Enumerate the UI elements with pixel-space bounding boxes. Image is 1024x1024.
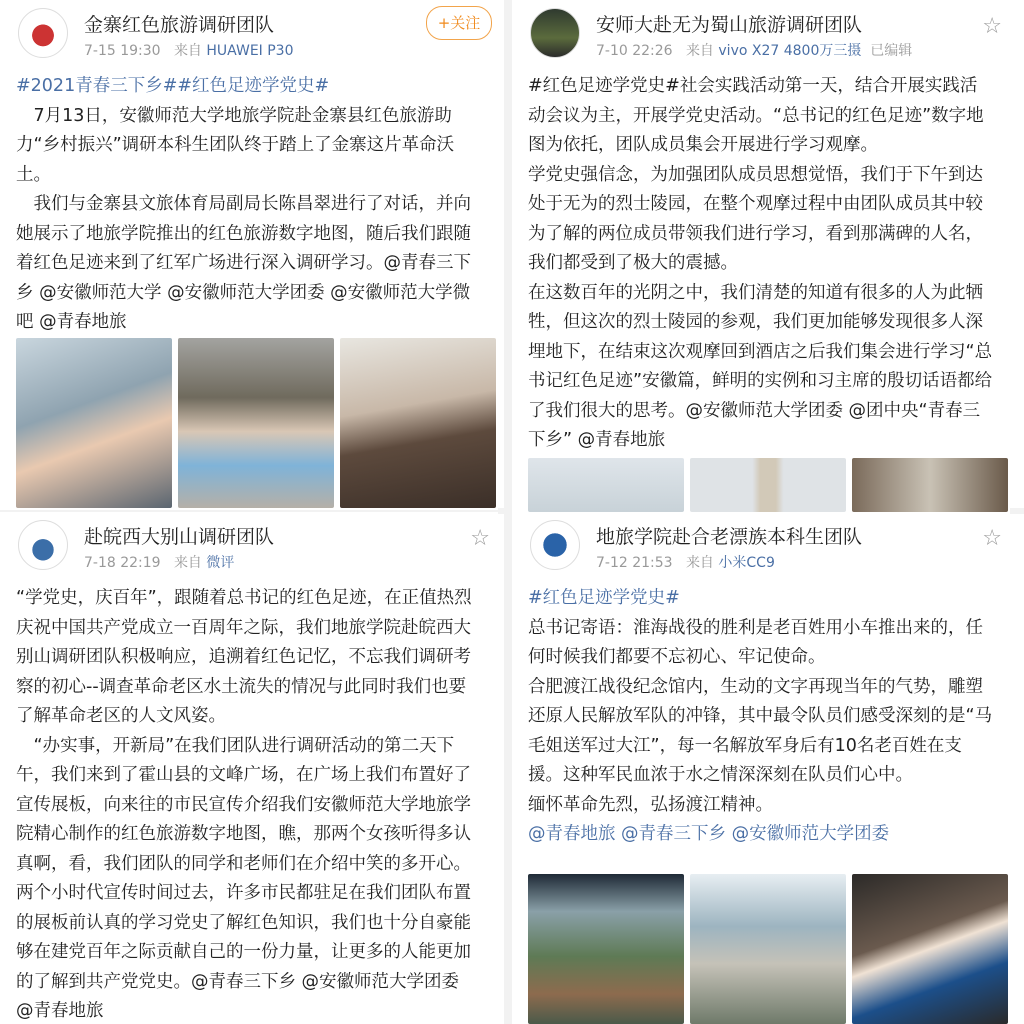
post-time: 7-18 22:19 bbox=[84, 555, 161, 571]
post-meta bbox=[596, 40, 912, 60]
avatar[interactable] bbox=[18, 8, 68, 58]
source-prefix: 来自 bbox=[173, 43, 202, 59]
post-time: 7-10 22:26 bbox=[596, 43, 673, 59]
photo-thumbnail[interactable] bbox=[178, 338, 334, 508]
avatar[interactable] bbox=[530, 520, 580, 570]
post-meta bbox=[596, 552, 775, 572]
post-meta bbox=[84, 40, 294, 60]
post-paragraph: #红色足迹学党史#社会实践活动第一天，结合开展实践活动会议为主，开展学党史活动。“总书记的红色足迹”数字地图为依托，团队成员集会开展进行学习观摩。 bbox=[528, 76, 984, 155]
post-paragraph: “学党史，庆百年”，跟随着总书记的红色足迹，在正值热烈庆祝中国共产党成立一百周年之际，我们地旅学院赴皖西大别山调研团队积极响应，追溯着红色记忆，不忘我们调研考察的初心--调查革命老区水土流失的情况与此同时我们也要了解革命老区的人文风姿。 bbox=[16, 588, 472, 726]
author-name[interactable]: 安师大赴无为蜀山旅游调研团队 bbox=[596, 14, 863, 36]
post-paragraph: “办实事，开新局”在我们团队进行调研活动的第二天下午，我们来到了霍山县的文峰广场，在广场上我们布置好了宣传展板，向来往的市民宣传介绍我们安徽师范大学地旅学院精心制作的红色旅游数字地图，瞧，那两个女孩听得多认真啊，看，我们团队的同学和老师们在介绍中笑的多开心。两个小时代宣传时间过去，许多市民都驻足在我们团队布置的展板前认真的学习党史了解红色知识，我们也十分自豪能够在建党百年之际贡献自己的一份力量，让更多的人能更加的了解到共产党党史。@青春三下乡 @安徽师范大学团委 @青春地旅 bbox=[16, 735, 471, 1021]
source-prefix: 来自 bbox=[685, 555, 714, 571]
post-card[interactable] bbox=[512, 512, 1010, 1024]
post-paragraph: 学党史强信念，为加强团队成员思想觉悟，我们于下午到达处于无为的烈士陵园，在整个观摩过程中由团队成员其中较为了解的两位成员带领我们进行学习，看到那满碑的人名，我们都受到了极大的震撼。 bbox=[528, 164, 983, 273]
hashtags[interactable]: #2021青春三下乡##红色足迹学党史# bbox=[16, 76, 330, 96]
post-time: 7-12 21:53 bbox=[596, 555, 673, 571]
photo-thumbnail[interactable] bbox=[852, 458, 1008, 512]
post-paragraph: 缅怀革命先烈，弘扬渡江精神。 bbox=[528, 794, 773, 815]
photo-thumbnail[interactable] bbox=[528, 874, 684, 1024]
post-paragraph: 总书记寄语：淮海战役的胜利是老百姓用小车推出来的，任何时候我们都要不忘初心、牢记使命。 bbox=[528, 617, 983, 667]
post-header bbox=[512, 512, 1010, 584]
star-icon[interactable]: ☆ bbox=[470, 526, 490, 551]
mentions[interactable]: @青春地旅 @青春三下乡 @安徽师范大学团委 bbox=[528, 824, 890, 844]
post-header bbox=[512, 0, 1010, 72]
post-meta bbox=[84, 552, 234, 572]
device-link[interactable]: vivo X27 4800万三摄 bbox=[718, 43, 862, 59]
image-row bbox=[528, 458, 1008, 512]
author-name[interactable]: 赴皖西大别山调研团队 bbox=[84, 526, 275, 548]
post-body bbox=[0, 72, 498, 338]
post-paragraph: 在这数百年的光阴之中，我们清楚的知道有很多的人为此牺牲，但这次的烈士陵园的参观，我们更加能够发现很多人深埋地下，在结束这次观摩回到酒店之后我们集会进行学习“总书记红色足迹”安徽篇，鲜明的实例和习主席的殷切话语都给了我们很大的思考。@安徽师范大学团委 @团中央“青春三下乡” @青春地旅 bbox=[528, 282, 993, 450]
post-time: 7-15 19:30 bbox=[84, 43, 161, 59]
photo-thumbnail[interactable] bbox=[852, 874, 1008, 1024]
post-paragraph: 我们与金寨县文旅体育局副局长陈昌翠进行了对话，并向她展示了地旅学院推出的红色旅游数字地图，随后我们跟随着红色足迹来到了红军广场进行深入调研学习。@青春三下乡 @安徽师范大学 @安徽师范大学团委 @安徽师范大学微吧 @青春地旅 bbox=[16, 194, 471, 332]
avatar[interactable] bbox=[530, 8, 580, 58]
post-card[interactable] bbox=[512, 0, 1010, 512]
post-body bbox=[512, 584, 1010, 850]
author-name[interactable]: 地旅学院赴合老漂族本科生团队 bbox=[596, 526, 863, 548]
avatar[interactable] bbox=[18, 520, 68, 570]
device-link[interactable]: 微评 bbox=[206, 555, 235, 571]
photo-thumbnail[interactable] bbox=[690, 874, 846, 1024]
photo-thumbnail[interactable] bbox=[16, 338, 172, 508]
post-header bbox=[0, 0, 498, 72]
photo-thumbnail[interactable] bbox=[690, 458, 846, 512]
device-link[interactable]: HUAWEI P30 bbox=[206, 43, 294, 59]
image-row bbox=[16, 338, 496, 508]
star-icon[interactable]: ☆ bbox=[982, 526, 1002, 551]
image-row bbox=[528, 874, 1008, 1024]
source-prefix: 来自 bbox=[685, 43, 714, 59]
post-card[interactable] bbox=[0, 0, 498, 510]
post-paragraph: 7月13日，安徽师范大学地旅学院赴金寨县红色旅游助力“乡村振兴”调研本科生团队终于踏上了金寨这片革命沃土。 bbox=[16, 105, 455, 185]
device-link[interactable]: 小米CC9 bbox=[718, 555, 775, 571]
hashtags[interactable]: #红色足迹学党史# bbox=[528, 588, 680, 608]
star-icon[interactable]: ☆ bbox=[982, 14, 1002, 39]
edited-label: 已编辑 bbox=[870, 43, 913, 59]
post-header bbox=[0, 512, 498, 584]
photo-thumbnail[interactable] bbox=[528, 458, 684, 512]
photo-thumbnail[interactable] bbox=[340, 338, 496, 508]
post-card[interactable] bbox=[0, 512, 498, 1024]
author-name[interactable]: 金寨红色旅游调研团队 bbox=[84, 14, 275, 36]
post-paragraph: 合肥渡江战役纪念馆内，生动的文字再现当年的气势，雕塑还原人民解放军队的冲锋，其中最令队员们感受深刻的是“马毛姐送军过大江”，每一名解放军身后有10名老百姓在支援。这种军民血浓于水之情深深刻在队员们心中。 bbox=[528, 676, 993, 785]
post-body bbox=[0, 584, 498, 1024]
post-body bbox=[512, 72, 1010, 456]
follow-button[interactable]: +关注 bbox=[426, 6, 492, 40]
source-prefix: 来自 bbox=[173, 555, 202, 571]
